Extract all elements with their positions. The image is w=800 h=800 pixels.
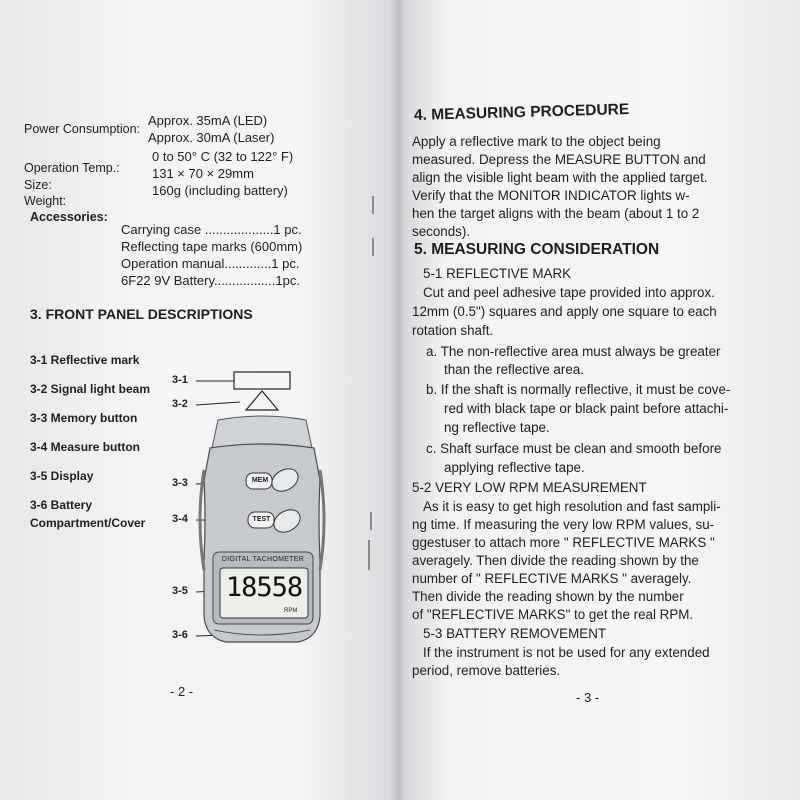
spec-label-temp: Operation Temp.: xyxy=(24,161,120,175)
test-button-label: TEST xyxy=(252,516,271,523)
sub53-line: If the instrument is not be used for any extended xyxy=(423,645,710,660)
list-item-c: c. Shaft surface must be clean and smooth before xyxy=(426,441,722,456)
callout-label: 3-3 xyxy=(172,477,188,489)
sub52-line: As it is easy to get high resolution and fast sampli- xyxy=(423,499,721,514)
sub52-line: number of " REFLECTIVE MARKS " averagely. xyxy=(412,571,692,586)
lcd-display-value: 18558 xyxy=(225,572,303,603)
callout-label: 3-6 xyxy=(172,629,188,641)
screen-title: DIGITAL TACHOMETER xyxy=(221,556,305,563)
sub51-title: 5-1 REFLECTIVE MARK xyxy=(423,266,572,281)
front-panel-item: 3-2 Signal light beam xyxy=(30,382,151,396)
list-item-a: a. The non-reflective area must always be greater xyxy=(426,344,721,359)
front-panel-item: 3-4 Measure button xyxy=(30,440,141,454)
callout-label: 3-2 xyxy=(172,398,188,410)
lcd-unit: RPM xyxy=(284,608,298,614)
front-panel-item: 3-3 Memory button xyxy=(30,411,138,425)
section4-line: Verify that the MONITOR INDICATOR lights w- xyxy=(412,188,690,203)
front-panel-title: 3. FRONT PANEL DESCRIPTIONS xyxy=(30,306,253,322)
section4-line: measured. Depress the MEASURE BUTTON and xyxy=(412,152,706,167)
sub52-title: 5-2 VERY LOW RPM MEASUREMENT xyxy=(412,480,647,495)
sub51-line: rotation shaft. xyxy=(412,323,494,338)
list-item-a-cont: than the reflective area. xyxy=(444,362,584,377)
callout-label: 3-5 xyxy=(172,585,188,597)
spec-label-size: Size: xyxy=(24,178,52,192)
sub52-line: Then divide the reading shown by the number xyxy=(412,589,684,604)
spec-value-temp: 0 to 50° C (32 to 122° F) xyxy=(152,149,294,164)
accessory-item: Carrying case ...................1 pc. xyxy=(121,222,302,237)
section4-line: align the visible light beam with the applied target. xyxy=(412,170,708,185)
sub53-line: period, remove batteries. xyxy=(412,663,561,678)
accessory-item: 6F22 9V Battery.................1pc. xyxy=(121,273,300,288)
page-number-right: - 3 - xyxy=(576,690,600,705)
sub52-line: ggestuser to attach more " REFLECTIVE MARKS " xyxy=(412,535,715,550)
spec-value-weight: 160g (including battery) xyxy=(152,183,288,198)
front-panel-item: 3-6 Battery xyxy=(30,498,93,512)
list-item-b-cont: ng reflective tape. xyxy=(444,420,550,435)
section5-title: 5. MEASURING CONSIDERATION xyxy=(414,241,660,258)
sub51-line: Cut and peel adhesive tape provided into approx. xyxy=(423,285,715,300)
section4-line: seconds). xyxy=(412,224,471,239)
spec-label-weight: Weight: xyxy=(24,194,67,208)
spec-value-power-laser: Approx. 30mA (Laser) xyxy=(148,130,275,145)
spec-label-power: Power Consumption: xyxy=(24,122,141,136)
list-item-b-cont: red with black tape or black paint before attachi- xyxy=(444,401,729,416)
accessories-label: Accessories: xyxy=(30,210,108,224)
sub52-line: ng time. If measuring the very low RPM values, su- xyxy=(412,517,715,532)
front-panel-item: Compartment/Cover xyxy=(30,516,146,530)
accessory-item: Reflecting tape marks (600mm) xyxy=(121,239,303,254)
sub52-line: averagely. Then divide the reading shown by the xyxy=(412,553,699,568)
left-page xyxy=(0,0,398,800)
section4-line: Apply a reflective mark to the object being xyxy=(412,134,661,149)
list-item-c-cont: applying reflective tape. xyxy=(444,460,585,475)
mem-button-label: MEM xyxy=(251,477,269,484)
book-gutter xyxy=(390,0,406,800)
accessory-item: Operation manual.............1 pc. xyxy=(121,256,300,271)
front-panel-item: 3-1 Reflective mark xyxy=(30,353,140,367)
spec-value-power-led: Approx. 35mA (LED) xyxy=(148,113,268,128)
sub53-title: 5-3 BATTERY REMOVEMENT xyxy=(423,626,607,641)
page-number-left: - 2 - xyxy=(170,684,194,699)
section4-title: 4. MEASURING PROCEDURE xyxy=(413,100,630,124)
front-panel-item: 3-5 Display xyxy=(30,469,94,483)
sub52-line: of "REFLECTIVE MARKS" to get the real RPM. xyxy=(412,607,694,622)
spec-value-size: 131 × 70 × 29mm xyxy=(152,166,254,181)
section4-line: hen the target aligns with the beam (about 1 to 2 xyxy=(412,206,700,221)
tachometer-illustration xyxy=(0,0,398,800)
callout-label: 3-4 xyxy=(172,513,188,525)
sub51-line: 12mm (0.5") squares and apply one square to each xyxy=(412,304,717,319)
callout-label: 3-1 xyxy=(172,374,188,386)
right-page xyxy=(398,0,800,800)
list-item-b: b. If the shaft is normally reflective, it must be cove- xyxy=(426,382,731,397)
